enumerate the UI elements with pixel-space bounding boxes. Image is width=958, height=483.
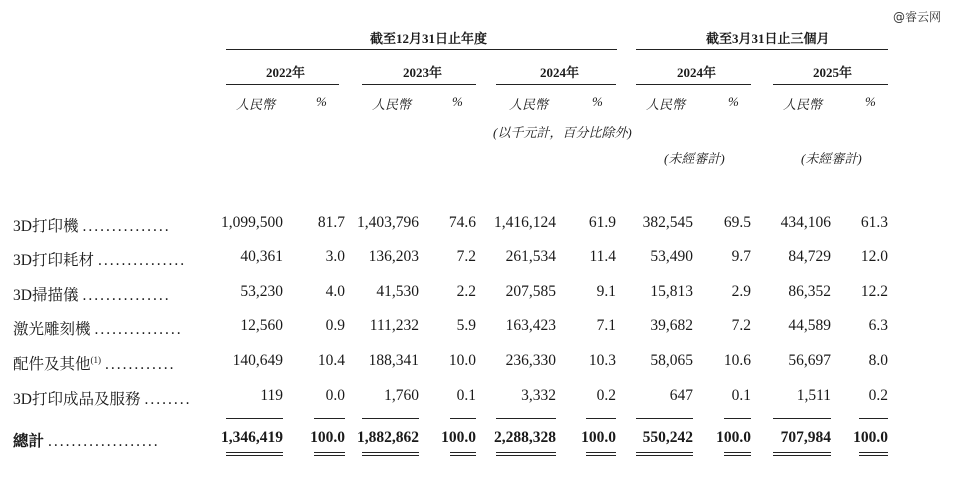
total-rule-bottom-double (636, 455, 693, 456)
row-label-text: 3D掃描儀 (13, 287, 79, 304)
total-rule-bottom (586, 452, 616, 453)
row-label-text: 3D打印耗材 (13, 252, 94, 269)
total-rule-top (636, 418, 693, 419)
value-cell: 2.2 (456, 283, 476, 300)
value-cell: 1,760 (384, 387, 419, 404)
value-cell: 6.3 (868, 317, 888, 334)
row-label (13, 387, 191, 409)
total-rule-bottom-double (773, 455, 831, 456)
value-cell: 11.4 (589, 248, 616, 265)
value-cell: 3.0 (325, 248, 345, 265)
total-rule-bottom-double (226, 455, 283, 456)
row-label (13, 317, 183, 339)
value-cell: 58,065 (650, 352, 693, 369)
value-cell: 10.4 (317, 352, 345, 369)
value-cell: 2.9 (731, 283, 751, 300)
value-cell: 9.7 (731, 248, 751, 265)
value-cell: 1,099,500 (221, 214, 283, 231)
currency-header: 人民幣 (783, 97, 823, 112)
value-cell: 0.1 (456, 387, 476, 404)
value-cell: 5.9 (456, 317, 476, 334)
value-cell: 40,361 (240, 248, 283, 265)
value-cell: 4.0 (325, 283, 345, 300)
dot-leader: ............... (94, 321, 183, 338)
pct-header: % (592, 94, 603, 109)
total-rule-bottom (450, 452, 476, 453)
value-cell: 61.9 (588, 214, 616, 231)
value-cell: 550,242 (642, 429, 693, 446)
value-cell: 100.0 (581, 429, 616, 446)
row-label (13, 214, 171, 236)
row-label-text: 3D打印成品及服務 (13, 391, 141, 408)
value-cell: 100.0 (853, 429, 888, 446)
dot-leader: ............... (82, 218, 171, 235)
value-cell: 8.0 (868, 352, 888, 369)
value-cell: 10.6 (723, 352, 751, 369)
total-rule-bottom (636, 452, 693, 453)
value-cell: 1,416,124 (494, 214, 556, 231)
value-cell: 81.7 (317, 214, 345, 231)
group-header-fiscal-year: 截至12月31日止年度 (370, 31, 488, 46)
value-cell: 44,589 (788, 317, 831, 334)
value-cell: 41,530 (376, 283, 419, 300)
value-cell: 1,511 (796, 387, 831, 404)
total-rule-bottom-double (496, 455, 556, 456)
row-label (13, 352, 176, 374)
year-header-2025-3m: 2025年 (813, 65, 853, 80)
value-cell: 207,585 (505, 283, 556, 300)
value-cell: 10.0 (448, 352, 476, 369)
value-cell: 39,682 (650, 317, 693, 334)
row-label-text: 激光雕刻機 (13, 321, 91, 338)
total-rule-bottom (724, 452, 751, 453)
year-underline-2024-3m (636, 84, 751, 85)
watermark: @睿云网 (893, 10, 942, 24)
row-label (13, 248, 186, 270)
pct-header: % (728, 94, 739, 109)
total-rule-top (362, 418, 419, 419)
total-rule-bottom-double (450, 455, 476, 456)
value-cell: 163,423 (505, 317, 556, 334)
year-underline-2022 (226, 84, 339, 85)
value-cell: 382,545 (642, 214, 693, 231)
currency-header: 人民幣 (646, 97, 686, 112)
dot-leader: ............... (82, 287, 171, 304)
value-cell: 261,534 (505, 248, 556, 265)
value-cell: 0.2 (596, 387, 616, 404)
value-cell: 140,649 (232, 352, 283, 369)
value-cell: 647 (669, 387, 693, 404)
year-header-2023: 2023年 (403, 65, 443, 80)
dot-leader: ................... (48, 433, 160, 450)
value-cell: 1,403,796 (357, 214, 419, 231)
total-rule-bottom (496, 452, 556, 453)
value-cell: 12,560 (240, 317, 283, 334)
value-cell: 434,106 (780, 214, 831, 231)
value-cell: 1,882,862 (357, 429, 419, 446)
total-rule-bottom (859, 452, 888, 453)
value-cell: 53,490 (650, 248, 693, 265)
year-header-2022: 2022年 (266, 65, 306, 80)
value-cell: 53,230 (240, 283, 283, 300)
value-cell: 119 (260, 387, 283, 404)
value-cell: 111,232 (369, 317, 419, 334)
value-cell: 9.1 (596, 283, 616, 300)
total-rule-bottom (314, 452, 345, 453)
pct-header: % (865, 94, 876, 109)
row-label (13, 283, 171, 305)
year-underline-2024 (496, 84, 616, 85)
value-cell: 100.0 (716, 429, 751, 446)
value-cell: 0.9 (325, 317, 345, 334)
value-cell: 2,288,328 (494, 429, 556, 446)
total-rule-bottom-double (859, 455, 888, 456)
total-rule-bottom-double (724, 455, 751, 456)
year-header-2024: 2024年 (540, 65, 580, 80)
pct-header: % (452, 94, 463, 109)
value-cell: 0.0 (325, 387, 345, 404)
dot-leader: ............ (105, 356, 176, 373)
footnote-marker: (1) (90, 354, 102, 365)
pct-header: % (316, 94, 327, 109)
currency-header: 人民幣 (372, 97, 412, 112)
year-header-2024-3m: 2024年 (677, 65, 717, 80)
total-rule-top (496, 418, 556, 419)
total-rule-bottom (226, 452, 283, 453)
value-cell: 15,813 (650, 283, 693, 300)
value-cell: 707,984 (780, 429, 831, 446)
total-rule-bottom-double (362, 455, 419, 456)
value-cell: 1,346,419 (221, 429, 283, 446)
total-rule-top (450, 418, 476, 419)
value-cell: 236,330 (505, 352, 556, 369)
total-rule-top (586, 418, 616, 419)
value-cell: 188,341 (368, 352, 419, 369)
total-rule-top (859, 418, 888, 419)
total-rule-bottom (773, 452, 831, 453)
value-cell: 61.3 (860, 214, 888, 231)
currency-header: 人民幣 (509, 97, 549, 112)
total-rule-bottom-double (314, 455, 345, 456)
total-rule-top (724, 418, 751, 419)
value-cell: 0.2 (868, 387, 888, 404)
group-underline-three-months (636, 49, 888, 50)
row-label (13, 429, 160, 451)
value-cell: 7.2 (456, 248, 476, 265)
total-rule-top (226, 418, 283, 419)
row-label-text: 總計 (13, 433, 45, 450)
value-cell: 86,352 (788, 283, 831, 300)
value-cell: 3,332 (521, 387, 556, 404)
value-cell: 84,729 (788, 248, 831, 265)
value-cell: 12.0 (860, 248, 888, 265)
value-cell: 7.2 (731, 317, 751, 334)
value-cell: 12.2 (860, 283, 888, 300)
year-underline-2025-3m (773, 84, 888, 85)
unaudited-note-2025: (未經審計) (801, 151, 862, 166)
row-label-text: 配件及其他 (13, 356, 91, 373)
total-rule-bottom (362, 452, 419, 453)
value-cell: 10.3 (588, 352, 616, 369)
year-underline-2023 (362, 84, 476, 85)
value-cell: 136,203 (368, 248, 419, 265)
unaudited-note-2024: (未經審計) (664, 151, 725, 166)
value-cell: 7.1 (596, 317, 616, 334)
value-cell: 74.6 (448, 214, 476, 231)
value-cell: 69.5 (723, 214, 751, 231)
total-rule-top (773, 418, 831, 419)
value-cell: 100.0 (441, 429, 476, 446)
total-rule-top (314, 418, 345, 419)
value-cell: 100.0 (310, 429, 345, 446)
currency-header: 人民幣 (236, 97, 276, 112)
dot-leader: ............... (97, 252, 187, 269)
unit-note: (以千元計，百分比除外) (493, 125, 632, 140)
value-cell: 56,697 (788, 352, 831, 369)
row-label-text: 3D打印機 (13, 218, 79, 235)
total-rule-bottom-double (586, 455, 616, 456)
group-underline-fiscal-year (226, 49, 617, 50)
dot-leader: ........ (144, 391, 192, 408)
group-header-three-months: 截至3月31日止三個月 (706, 31, 830, 46)
value-cell: 0.1 (731, 387, 751, 404)
